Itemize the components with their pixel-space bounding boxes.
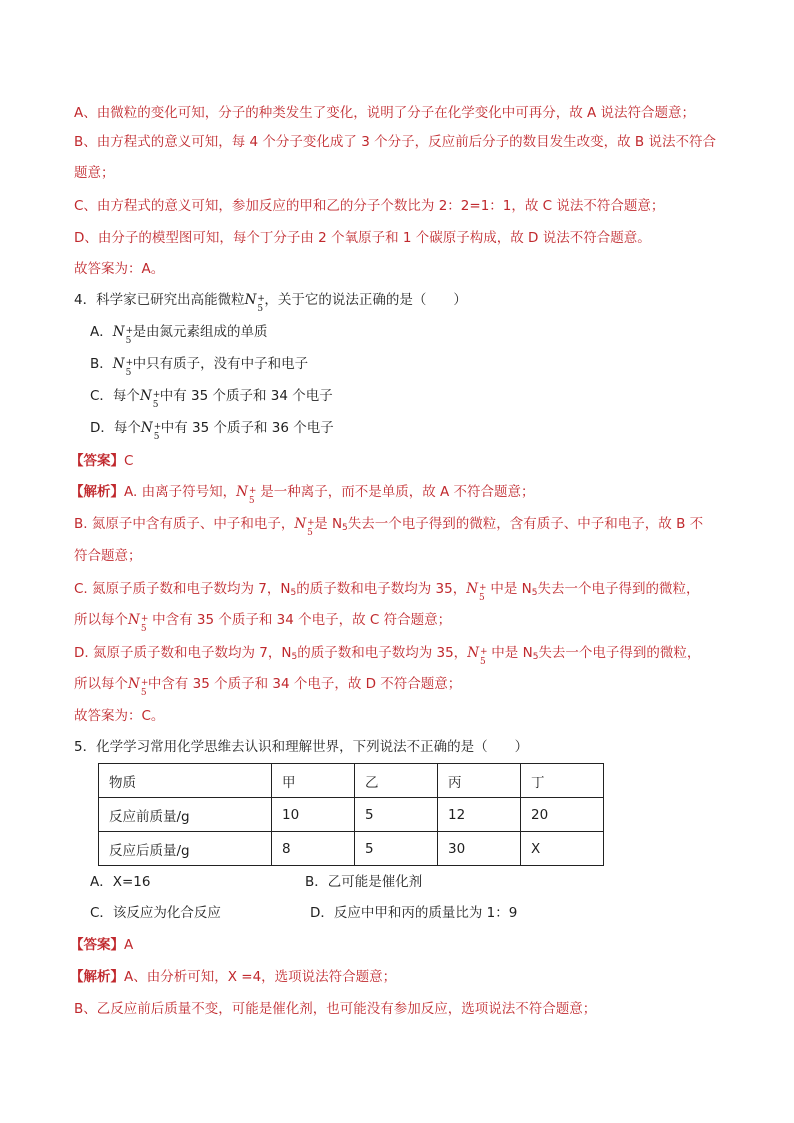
n5-ion-symbol [128,676,149,698]
ion-base: N [467,645,479,661]
answer-value: A [124,937,134,953]
n5-ion-symbol [466,581,487,603]
q5-analysis-b: B、乙反应前后质量不变，可能是催化剂，也可能没有参加反应，选项说法不符合题意； [74,1001,597,1017]
table-cell: 丁 [521,764,604,798]
answer-label: 【答案】 [70,937,124,953]
n5-ion-symbol [140,420,162,442]
ion-sub: 5 [152,400,159,410]
q4-analysis-d2 [74,674,462,698]
q5-analysis-a [70,967,396,987]
table-cell: 反应前质量/g [99,798,272,832]
q4-stem-post: ，关于它的说法正确的是（ ） [264,292,467,308]
ion-sup: + [140,678,149,688]
analysis-text: A. 由离子符号知， [124,484,237,500]
q4-analysis-b2: 符合题意； [74,548,142,564]
ion-sup: + [153,422,162,432]
ion-sup: + [479,583,487,593]
analysis-line-d: D、由分子的模型图可知，每个丁分子由 2 个氧原子和 1 个碳原子构成，故 D 说法不符合题意。 [74,230,651,246]
ion-sup: + [125,326,134,336]
option-text: 是由氮元素组成的单质 [132,324,268,340]
table-cell: 5 [355,832,438,866]
ion-sup: + [152,390,161,400]
q4-option-c [90,386,333,410]
table-cell: 物质 [99,764,272,798]
n5-ion-symbol [128,612,149,634]
mass-table [98,763,604,866]
analysis-text: 所以每个 [74,612,128,628]
ion-sub: 5 [248,496,255,506]
ion-sub: 5 [140,624,147,634]
q4-analysis-c1 [74,579,699,603]
ion-sub: 5 [307,528,313,538]
option-label: C．每个 [90,388,140,404]
analysis-text: 是 N [314,516,343,532]
analysis-text: 失去一个电子得到的微粒， [538,645,701,661]
analysis-text: 中是 N [487,645,533,661]
n5-subscript: 5 [290,588,297,598]
ion-base: N [112,356,125,372]
n5-ion-symbol [244,292,265,314]
ion-base: N [466,581,479,597]
ion-sup: + [140,614,149,624]
table-cell: 20 [521,798,604,832]
q4-answer [70,451,133,471]
q5-option-b: B．乙可能是催化剂 [305,874,423,890]
ion-sub: 5 [153,432,160,442]
table-header-row [99,764,604,798]
table-cell: 甲 [272,764,355,798]
ion-base: N [244,292,257,308]
ion-base: N [294,516,307,532]
ion-sup: + [125,358,134,368]
analysis-line-b2: 题意； [74,165,115,181]
table-row [99,798,604,832]
analysis-line-c: C、由方程式的意义可知，参加反应的甲和乙的分子个数比为 2：2=1：1，故 C 说法不符合题意； [74,198,665,214]
n5-subscript: 5 [531,588,538,598]
ion-sub: 5 [125,336,132,346]
ion-base: N [112,324,125,340]
analysis-text: 中含有 35 个质子和 34 个电子，故 C 符合题意； [147,612,452,628]
analysis-text: 所以每个 [74,676,128,692]
ion-base: N [236,484,248,500]
table-cell: 8 [272,832,355,866]
ion-sub: 5 [140,688,147,698]
analysis-line-a: A、由微粒的变化可知，分子的种类发生了变化，说明了分子在化学变化中可再分，故 A 说法符合题意； [74,105,696,121]
q4-analysis-a [70,482,535,506]
table-cell: 丙 [438,764,521,798]
analysis-label: 【解析】 [70,484,124,500]
option-text: 中有 35 个质子和 36 个电子 [160,420,334,436]
answer-value: C [124,453,134,469]
q4-option-a [90,322,268,346]
ion-base: N [128,676,140,692]
ion-sup: + [480,647,488,657]
table-row [99,832,604,866]
analysis-text: 中是 N [486,581,532,597]
q4-analysis-c2 [74,610,452,634]
analysis-line-b1: B、由方程式的意义可知，每 4 个分子变化成了 3 个分子，反应前后分子的数目发生改变，故 B 说法不符合 [74,134,716,150]
answer-label: 【答案】 [70,453,124,469]
ion-base: N [140,420,153,436]
n5-ion-symbol [236,484,257,506]
ion-sub: 5 [479,593,485,603]
analysis-label: 【解析】 [70,969,124,985]
ion-sup: + [248,486,257,496]
ion-base: N [139,388,152,404]
analysis-text: 的质子数和电子数均为 35， [296,581,467,597]
ion-sup: + [257,294,265,304]
analysis-text: 中含有 35 个质子和 34 个电子，故 D 不符合题意； [147,676,462,692]
n5-subscript: 5 [342,523,348,533]
analysis-text: 失去一个电子得到的微粒，含有质子、中子和电子，故 B 不 [347,516,704,532]
q4-analysis-d1 [74,643,700,667]
ion-sup: + [307,518,315,528]
ion-sub: 5 [480,657,486,667]
table-cell: X [521,832,604,866]
q4-stem [74,290,467,314]
q4-final-answer: 故答案为：C。 [74,708,165,724]
table-cell: 12 [438,798,521,832]
n5-ion-symbol [294,516,315,538]
n5-ion-symbol [112,324,134,346]
analysis-text: 是一种离子，而不是单质，故 A 不符合题意； [255,484,535,500]
n5-subscript: 5 [532,652,539,662]
q4-analysis-b1 [74,514,703,538]
ion-sub: 5 [125,368,132,378]
n5-ion-symbol [112,356,134,378]
analysis-text: 失去一个电子得到的微粒， [537,581,700,597]
q5-stem: 5．化学学习常用化学思维去认识和理解世界，下列说法不正确的是（ ） [74,739,529,755]
table-cell: 乙 [355,764,438,798]
analysis-text: B. 氮原子中含有质子、中子和电子， [74,516,295,532]
n5-ion-symbol [467,645,488,667]
ion-sub: 5 [257,304,264,314]
table-cell: 反应后质量/g [99,832,272,866]
analysis-text: D. 氮原子质子数和电子数均为 7，N [74,645,292,661]
table-cell: 5 [355,798,438,832]
q5-answer [70,935,133,955]
option-text: 中有 35 个质子和 34 个电子 [159,388,333,404]
q4-stem-pre: 4．科学家已研究出高能微粒 [74,292,245,308]
option-label: D．每个 [90,420,141,436]
table-cell: 30 [438,832,521,866]
table-cell: 10 [272,798,355,832]
q4-option-b [90,354,309,378]
option-label: B． [90,356,113,372]
analysis-text: 的质子数和电子数均为 35， [297,645,468,661]
option-label: A． [90,324,113,340]
analysis-text: A、由分析可知，X =4，选项说法符合题意； [124,969,397,985]
q5-option-d: D．反应中甲和丙的质量比为 1：9 [310,905,518,921]
option-text: 中只有质子，没有中子和电子 [132,356,309,372]
n5-subscript: 5 [291,652,298,662]
n5-ion-symbol [139,388,161,410]
q4-option-d [90,418,334,442]
q5-option-a: A．X=16 [90,874,151,890]
analysis-text: C. 氮原子质子数和电子数均为 7，N [74,581,291,597]
q5-option-c: C．该反应为化合反应 [90,905,221,921]
ion-base: N [128,612,140,628]
answer-line: 故答案为：A。 [74,261,165,277]
